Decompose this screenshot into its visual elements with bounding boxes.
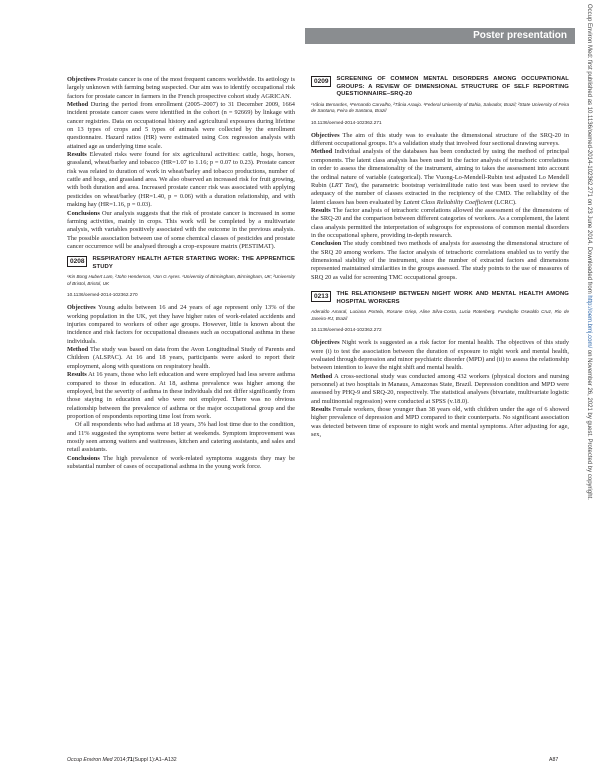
footer-year: 2014; xyxy=(112,757,127,763)
method-text-end: (LCRC). xyxy=(492,198,517,206)
journal-link[interactable]: http://oem.bmj.com/ xyxy=(586,295,592,349)
results-text: The factor analysis of tetrachoric correlations allowed the assessment of the dimensions of the SRQ-20 and the comparison between different categories of workers. As a complement, the latent class analysis permitted the interpretation of subgroups for expressions of common mental disorders in the occupational sphere, providing in-depth research. xyxy=(311,206,569,239)
abstract-number: 0209 xyxy=(311,76,331,87)
objectives-text: Young adults between 16 and 24 years of age represent only 13% of the working population in the UK, yet they have higher rates of work-related accidents and injuries compared to workers of other age groups. However, little is known about the incidence and risk factors for occupational diseases such as occupational asthma in these individuals. xyxy=(67,304,295,345)
method-italic-term: Latent Class Reliability Coefficient xyxy=(403,198,493,206)
method-label: Method xyxy=(67,346,89,354)
left-column xyxy=(67,76,295,471)
results-text-continued: Of all respondents who had asthma at 18 years, 3% had lost time due to the condition, and 11% suggested the symptoms were better at weekends. Symptom improvement was mostly seen among waiters and waitresses, kitchen and catering assistants, and sales and retail assistants. xyxy=(67,421,295,454)
objectives-text: The aim of this study was to evaluate the dimensional structure of the SRQ-20 in different occupational groups. It’s a validation study that involved four sectional drawing surveys. xyxy=(311,131,569,148)
abstract-title: RESPIRATORY HEALTH AFTER STARTING WORK: THE APPRENTICE STUDY xyxy=(92,256,295,270)
section-header-bar xyxy=(305,28,575,44)
footer-citation xyxy=(67,757,177,763)
abstract-heading xyxy=(67,256,295,271)
method-text-continued: ), the parametric bootstrap verisimilitude ratio test was been used to review the adequacy of the number of classes extracted in the recipiency of the CMD. The reliability of the latent classes has been evaluated by xyxy=(311,181,569,206)
conclusions-label: Conclusions xyxy=(67,454,100,462)
abstract-doi: 10.1136/oemed-2014-102362.271 xyxy=(311,119,382,125)
method-label: Method xyxy=(311,148,333,156)
abstract-heading xyxy=(311,291,569,306)
method-label: Method xyxy=(67,101,89,109)
side-note-text-end: on November 26, 2021 by guest. Protected by copyright. xyxy=(586,348,592,500)
section-label: Poster presentation xyxy=(473,30,567,41)
conclusions-label: Conclusion xyxy=(311,240,342,248)
results-label: Results xyxy=(311,405,331,413)
objectives-label: Objectives xyxy=(67,304,96,312)
results-label: Results xyxy=(67,151,87,159)
objectives-label: Objectives xyxy=(311,131,340,139)
objectives-text: Prostate cancer is one of the most frequent cancers worldwide. Its aetiology is largely unknown with farming being suspected. Our aim was to identify occupational risk factors for prostate cancer in farmers in the French prospective cohort study AGRICAN. xyxy=(67,76,295,100)
abstract-0208 xyxy=(67,256,295,471)
conclusions-label: Conclusions xyxy=(67,209,100,217)
footer-supplement: (Suppl 1):A1–A132 xyxy=(132,757,177,763)
method-text: The study was based on data from the Avon Longitudinal Study of Parents and Children (ALSPAC). At 16 and 18 years, participants were asked to report their employment, along with questions on respiratory health. xyxy=(67,346,295,370)
abstract-title: SCREENING OF COMMON MENTAL DISORDERS AMONG OCCUPATIONAL GROUPS: A REVIEW OF DIMENSIONAL STRUCTURE OF SELF REPORTING QUESTIONNAIRE–SRQ-20 xyxy=(336,76,569,98)
conclusions-text: The high prevalence of work-related symptoms suggests they may be substantial number of cases of occupational asthma in the young work force. xyxy=(67,454,295,470)
objectives-label: Objectives xyxy=(311,339,340,347)
abstract-authors: ¹Kin Bong Hubert Lam, ²John Henderson, ¹Jon G Ayres. ¹University of Birmingham, Birmingham, UK; ²University of Bristol, Bristol, UK xyxy=(67,274,295,286)
method-text: During the period from enrollment (2005–2007) to 31 December 2009, 1664 incident prostate cancer cases were identified in the cohort (n = 92669) by linkage with cancer registries. Data on occupational history and agricultural exposures during lifetime on 13 types of crops and 5 types of animals were collected by the enrollment questionnaire. Hazard ratios (HR) were estimated using Cox regression analysis with attained age as underlying time scale. xyxy=(67,101,295,150)
results-label: Results xyxy=(311,206,331,214)
conclusions-text: Our analysis suggests that the risk of prostate cancer is increased in some farming activities, mainly in crops. This work will be completed by a multivariate analysis, with variables positively associated with the outcome in the previous analysis. The possible association between use of some chemical classes of pesticides and prostate cancer occurrence will be analysed through a crop-exposure matrix (PESTIMAT). xyxy=(67,209,295,250)
method-text: Individual analysis of the databases has been conducted by using the method of principal components. The latent class analysis has been used in the factor analysis of tetrachoric correlations in order to assess the dimensionality of the instrument, aiming to takes the assessment into account the ordinal nature of variable (categorical). The Vuong-Lo-Mendell-Rubin test adjusted Lo Mendell Rubin ( xyxy=(311,148,570,189)
conclusions-text: The study combined two methods of analysis for assessing the dimensional structure of the SRQ 20 among workers. The factor analysis of tetrachoric correlations enabled us to verify the dimensional stability of the instrument, since the number of extracted factors and dimensions represented maintained similarities in the groups assessed. The study points to the use of measures of SRQ 20 as valid for screening TMC occupational groups. xyxy=(311,240,569,281)
abstract-number: 0208 xyxy=(67,256,87,267)
abstract-heading xyxy=(311,76,569,99)
abstract-prostate-cancer xyxy=(67,76,295,251)
results-text: Elevated risks were found for six agricultural activities: cattle, hogs, horses, grassland, wheat/barley and tobacco (HR=1.07 to 1.16; p = 0.07 to 0.23). Prostate cancer risk was related to duration of work in wheat/barley and tobacco productions, number of cattle and hogs, and grassland area. We also observed an increased risk for fruit growing, with both duration and area. Increased prostate cancer risk was associated with applying pesticides on wheat/barley (HR=1.40, p = 0.06) with a duration relationship, and with making hay (HR=1.16, p = 0.03). xyxy=(67,151,295,209)
abstract-0209 xyxy=(311,76,569,282)
results-text: Female workers, those younger than 38 years old, with children under the age of 6 showed higher prevalence of depression and MPD compared to their counterparts. No significant association was detected between time of exposure to night work and mental symptoms. After adjusting for age, sex, xyxy=(311,405,569,438)
abstract-authors: Aderaldo Amaral, Luciana Portela, Rosane Griep, Aline Silva-Costa, Lucia Rotenberg. Fundação Oswaldo Cruz, Rio de Janeiro-RJ, Brazil xyxy=(311,309,569,321)
method-italic-term: LRT Test xyxy=(331,181,355,189)
footer-journal: Occup Environ Med xyxy=(67,757,113,763)
results-label: Results xyxy=(67,371,87,379)
abstract-doi: 10.1136/oemed-2014-102362.272 xyxy=(311,326,382,332)
page-number: A87 xyxy=(549,757,559,763)
objectives-label: Objectives xyxy=(67,76,96,83)
abstract-doi: 10.1136/oemed-2014-102362.270 xyxy=(67,292,138,298)
objectives-text: Night work is suggested as a risk factor for mental health. The objectives of this study were (i) to test the association between the duration of exposure to night work and mental health, evaluated through depression and minor psychiatric disorder (MPD) and (ii) to assess the relationship between intention to leave the night shift and mental health. xyxy=(311,339,569,372)
side-note-text-start: Occup Environ Med: first published as 10.1136/oemed-2014-102362.271 on 23 June 2014. Downloaded from xyxy=(586,4,592,296)
abstract-number: 0213 xyxy=(311,291,331,302)
side-copyright-note xyxy=(581,4,594,746)
abstract-0213 xyxy=(311,291,569,439)
right-column xyxy=(311,76,569,439)
method-label: Method xyxy=(311,372,333,380)
abstract-authors: ¹Vânia Bernardes, ¹Fernando Carvalho, ²Tânia Araujo. ¹Federal University of Bahia, Salvador, Brazil; ²State University of Feira de Santana, Feira de Santana, Brazil xyxy=(311,101,569,114)
method-text: A cross-sectional study was conducted among 432 workers (physical doctors and nursing personnel) at two hospitals in Manaus, Amazonas State, Brazil. Depression condition and MPD were assessed by PHQ-9 and SRQ-20, respectively. The statistical analyses (bivariate, multivariate logistic and multinomial regression) were conducted at SPSS (v.18.0). xyxy=(311,372,569,405)
abstract-title: THE RELATIONSHIP BETWEEN NIGHT WORK AND MENTAL HEALTH AMONG HOSPITAL WORKERS xyxy=(336,290,569,305)
results-text: At 16 years, those who left education and were employed had less severe asthma compared to those in education. At 18, asthma prevalence was higher among the employed, but the severity of asthma in these individuals did not differ significantly from those staying in education and who were not employed. There was no obvious relationship between the prevalence of asthma or the major occupational group and the proportion of respondents reporting time lost from work. xyxy=(67,371,295,420)
footer-volume: 71 xyxy=(127,757,133,763)
